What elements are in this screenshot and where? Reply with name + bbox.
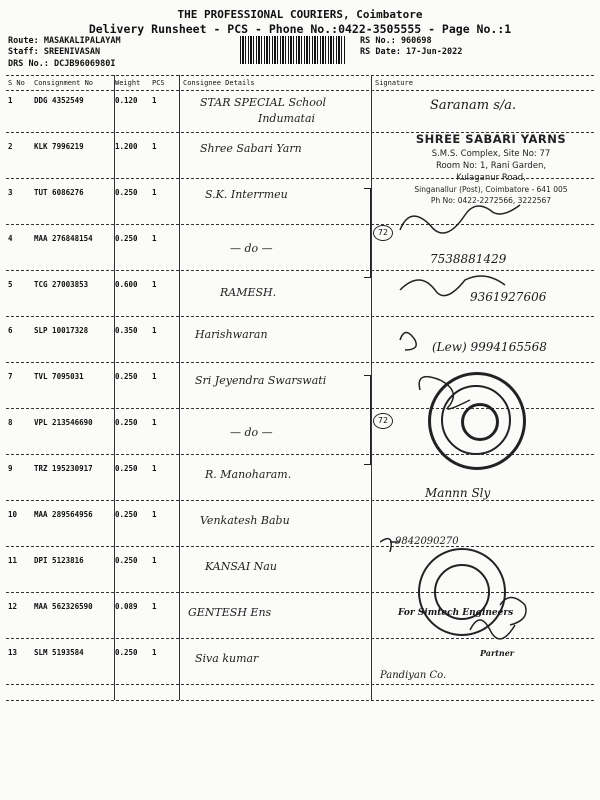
grouping-bracket: [364, 375, 371, 465]
barcode: [240, 36, 346, 64]
pcs-value: 1: [152, 510, 157, 519]
column-header-sno: S No: [8, 79, 25, 87]
column-header-consignee: Consignee Details: [183, 79, 255, 87]
consignment-number: DDG 4352549: [34, 96, 84, 105]
consignment-number: VPL 213546690: [34, 418, 93, 427]
receiver-signature: Mannn Sly: [425, 486, 491, 500]
consignee-name: GENTESH Ens: [188, 606, 272, 619]
pcs-value: 1: [152, 464, 157, 473]
document-title: THE PROFESSIONAL COURIERS, Coimbatore: [177, 8, 423, 21]
consignment-number: MAA 562326590: [34, 602, 93, 611]
consignee-name: Siva kumar: [195, 652, 259, 665]
receiver-signature: (Lew) 9994165568: [432, 340, 547, 354]
receiver-signature: 9361927606: [470, 290, 547, 304]
table-bottom-rule: [6, 700, 594, 701]
weight-value: 0.250: [115, 464, 138, 473]
partner-label: Partner: [480, 648, 515, 658]
row-sno: 1: [8, 96, 13, 105]
reference-mark: 72: [373, 413, 393, 429]
consignee-contact: Indumatai: [258, 112, 316, 125]
weight-value: 0.250: [115, 234, 138, 243]
consignment-number: KLK 7996219: [34, 142, 84, 151]
pcs-value: 1: [152, 556, 157, 565]
reference-mark: 72: [373, 225, 393, 241]
consignment-number: TUT 6086276: [34, 188, 84, 197]
pcs-value: 1: [152, 142, 157, 151]
for-company-text: For Simtech Engineers: [398, 608, 514, 618]
stamp-line: Room No: 1, Rani Garden,: [435, 161, 547, 171]
row-sno: 9: [8, 464, 13, 473]
rs-date: RS Date: 17-Jun-2022: [360, 47, 463, 57]
row-sno: 5: [8, 280, 13, 289]
row-sno: 7: [8, 372, 13, 381]
column-header-weight: Weight: [115, 79, 141, 87]
consignee-name: — do —: [230, 426, 273, 439]
row-sno: 11: [8, 556, 18, 565]
weight-value: 0.250: [115, 418, 138, 427]
weight-value: 0.250: [115, 648, 138, 657]
receiver-signature: 9842090270: [395, 536, 459, 547]
weight-value: 0.089: [115, 602, 138, 611]
grouping-bracket: [364, 188, 371, 278]
weight-value: 1.200: [115, 142, 138, 151]
consignee-name: R. Manoharam.: [205, 468, 292, 481]
row-sno: 4: [8, 234, 13, 243]
stamp-line: Singanallur (Post), Coimbatore - 641 005: [414, 185, 568, 194]
route-label: Route: MASAKALIPALAYAM: [8, 36, 121, 46]
weight-value: 0.120: [115, 96, 138, 105]
pcs-value: 1: [152, 188, 157, 197]
pcs-value: 1: [152, 96, 157, 105]
consignee-name: Harishwaran: [195, 328, 268, 341]
rs-number: RS No.: 960698: [360, 36, 432, 46]
signature-strokes: [380, 90, 600, 710]
pcs-value: 1: [152, 372, 157, 381]
row-sno: 3: [8, 188, 13, 197]
stamp-line: S.M.S. Complex, Site No: 77: [431, 149, 551, 159]
drs-number: DRS No.: DCJB9606980I: [8, 59, 116, 69]
consignee-name: KANSAI Nau: [205, 560, 277, 573]
consignment-number: SLP 10017328: [34, 326, 89, 335]
column-header-consignment: Consignment No: [34, 79, 94, 87]
pcs-value: 1: [152, 648, 157, 657]
row-sno: 12: [8, 602, 18, 611]
weight-value: 0.250: [115, 372, 138, 381]
consignee-name: Sri Jeyendra Swarswati: [195, 374, 327, 387]
column-divider: [179, 75, 180, 700]
consignee-name: — do —: [230, 242, 273, 255]
consignment-number: TRZ 195230917: [34, 464, 93, 473]
consignment-number: MAA 276848154: [34, 234, 93, 243]
consignee-name: RAMESH.: [220, 286, 277, 299]
consignment-number: TCG 27003853: [34, 280, 89, 289]
column-header-signature: Signature: [375, 79, 413, 87]
staff-label: Staff: SREENIVASAN: [8, 47, 101, 57]
table-top-rule: [6, 75, 594, 76]
stamp-line: Ph No: 0422-2272566, 3222567: [430, 196, 552, 205]
pcs-value: 1: [152, 326, 157, 335]
receiver-signature: Pandiyan Co.: [380, 670, 447, 681]
column-header-pcs: PCS: [152, 79, 165, 87]
weight-value: 0.350: [115, 326, 138, 335]
consignment-number: SLM 5193584: [34, 648, 84, 657]
document-subtitle: Delivery Runsheet - PCS - Phone No.:0422-3505555 - Page No.:1: [88, 22, 512, 36]
consignee-name: STAR SPECIAL School: [200, 96, 327, 109]
weight-value: 0.250: [115, 188, 138, 197]
pcs-value: 1: [152, 234, 157, 243]
pcs-value: 1: [152, 602, 157, 611]
consignee-name: Venkatesh Babu: [200, 514, 290, 527]
row-sno: 8: [8, 418, 13, 427]
receiver-signature: Saranam s/a.: [430, 98, 517, 113]
row-sno: 6: [8, 326, 13, 335]
pcs-value: 1: [152, 280, 157, 289]
weight-value: 0.600: [115, 280, 138, 289]
weight-value: 0.250: [115, 510, 138, 519]
stamp-name: SHREE SABARI YARNS: [415, 132, 567, 146]
consignee-name: Shree Sabari Yarn: [200, 142, 302, 155]
pcs-value: 1: [152, 418, 157, 427]
column-divider: [371, 75, 372, 700]
row-sno: 2: [8, 142, 13, 151]
consignment-number: TVL 7095031: [34, 372, 84, 381]
consignment-number: MAA 289564956: [34, 510, 93, 519]
consignment-number: DPI 5123816: [34, 556, 84, 565]
receiver-signature: 7538881429: [430, 252, 507, 266]
row-sno: 10: [8, 510, 18, 519]
consignee-name: S.K. Interrmeu: [205, 188, 288, 201]
stamp-line: Kulaganur Road,: [456, 173, 526, 183]
row-sno: 13: [8, 648, 18, 657]
weight-value: 0.250: [115, 556, 138, 565]
